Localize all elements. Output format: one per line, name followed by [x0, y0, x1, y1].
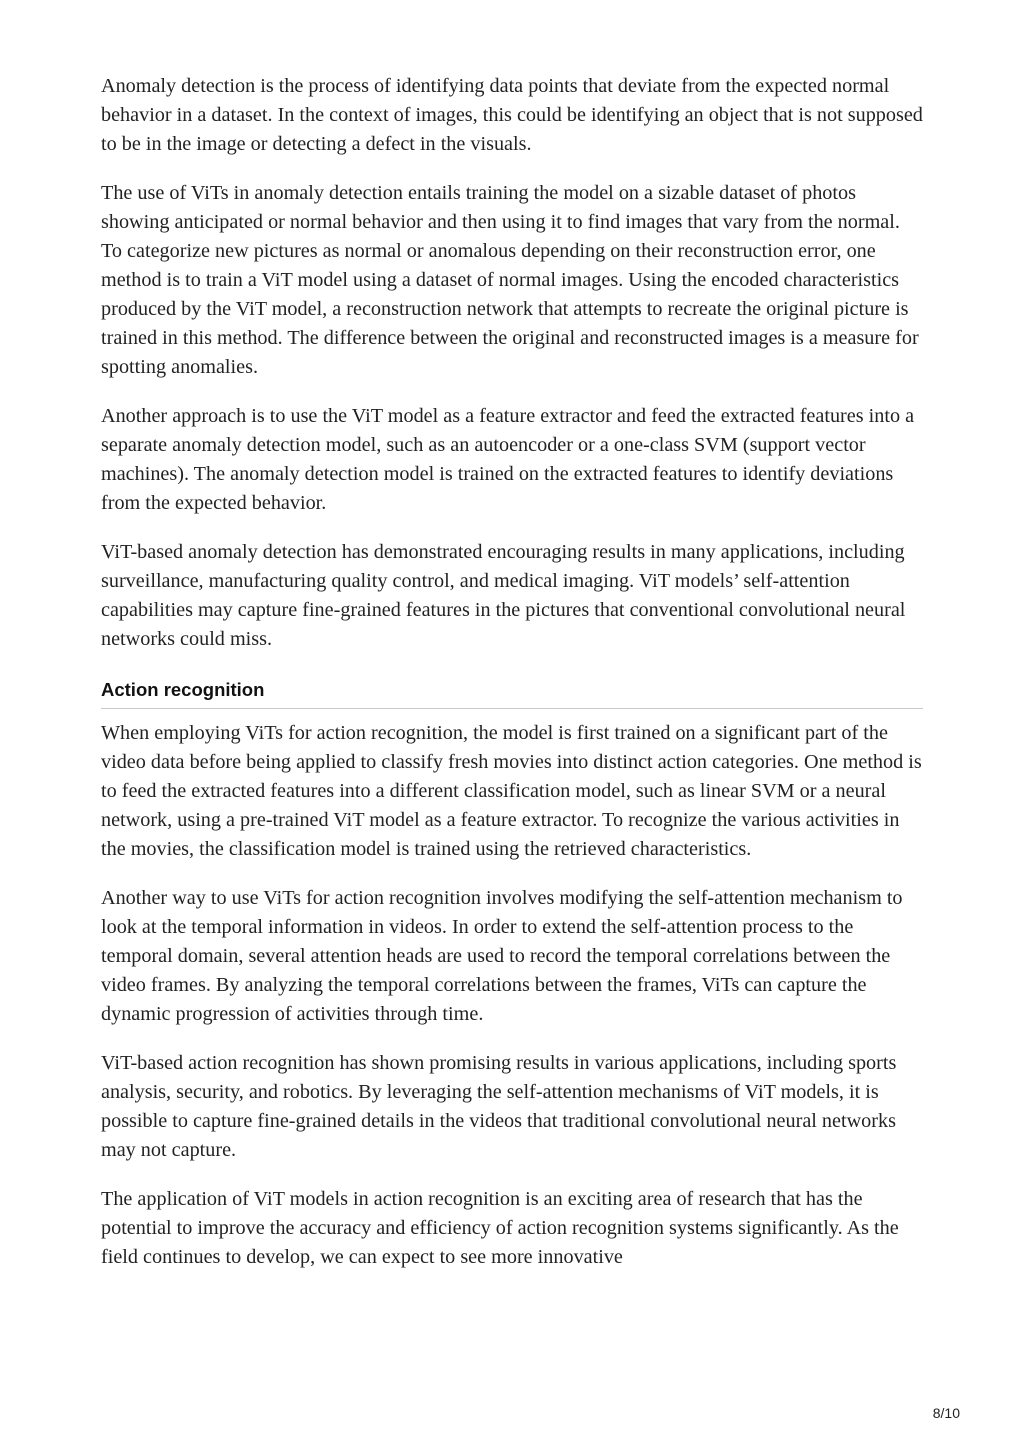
paragraph-feature-extractor-approach: Another approach is to use the ViT model as a feature extractor and feed the extracted features into a separate anomaly detection model, such as an autoencoder or a one-class SVM (support vector machines). The anomaly detection model is trained on the extracted features to identify deviations from the expected behavior.: [101, 405, 915, 514]
section-heading-action-recognition: Action recognition: [101, 678, 923, 709]
document-page: [101, 72, 923, 1292]
paragraph-anomaly-definition: Anomaly detection is the process of identifying data points that deviate from the expected normal behavior in a dataset. In the context of images, this could be identifying an object that is not supposed to be in the image or detecting a defect in the visuals.: [101, 75, 923, 155]
page-number: 8/10: [932, 1405, 960, 1421]
paragraph-action-training: When employing ViTs for action recognition, the model is first trained on a significant part of the video data before being applied to classify fresh movies into distinct action categories. One method is to feed the extracted features into a different classification model, such as linear SVM or a neural network, using a pre-trained ViT model as a feature extractor. To recognize the various activities in the movies, the classification model is trained using the retrieved characteristics.: [101, 722, 922, 860]
paragraph-vit-anomaly-reconstruction: The use of ViTs in anomaly detection entails training the model on a sizable dataset of photos showing anticipated or normal behavior and then using it to find images that vary from the normal. To categorize new pictures as normal or anomalous depending on their reconstruction error, one method is to train a ViT model using a dataset of normal images. Using the encoded characteristics produced by the ViT model, a reconstruction network that attempts to recreate the original picture is trained in this method. The difference between the original and reconstructed images is a measure for spotting anomalies.: [101, 182, 919, 378]
paragraph-action-results: ViT-based action recognition has shown promising results in various applications, including sports analysis, security, and robotics. By leveraging the self-attention mechanisms of ViT models, it is possible to capture fine-grained details in the videos that traditional convolutional neural networks may not capture.: [101, 1052, 897, 1161]
paragraph-anomaly-results: ViT-based anomaly detection has demonstrated encouraging results in many applications, including surveillance, manufacturing quality control, and medical imaging. ViT models’ self-attention capabilities may capture fine-grained features in the pictures that conventional convolutional neural networks could miss.: [101, 541, 906, 650]
paragraph-temporal-attention: Another way to use ViTs for action recognition involves modifying the self-attention mechanism to look at the temporal information in videos. In order to extend the self-attention process to the temporal domain, several attention heads are used to record the temporal correlations between the video frames. By analyzing the temporal correlations between the frames, ViTs can capture the dynamic progression of activities through time.: [101, 887, 903, 1025]
section-body-action-recognition: [101, 719, 923, 1272]
paragraph-action-outlook: The application of ViT models in action recognition is an exciting area of research that has the potential to improve the accuracy and efficiency of action recognition systems significantly. As the field continues to develop, we can expect to see more innovative: [101, 1188, 899, 1268]
